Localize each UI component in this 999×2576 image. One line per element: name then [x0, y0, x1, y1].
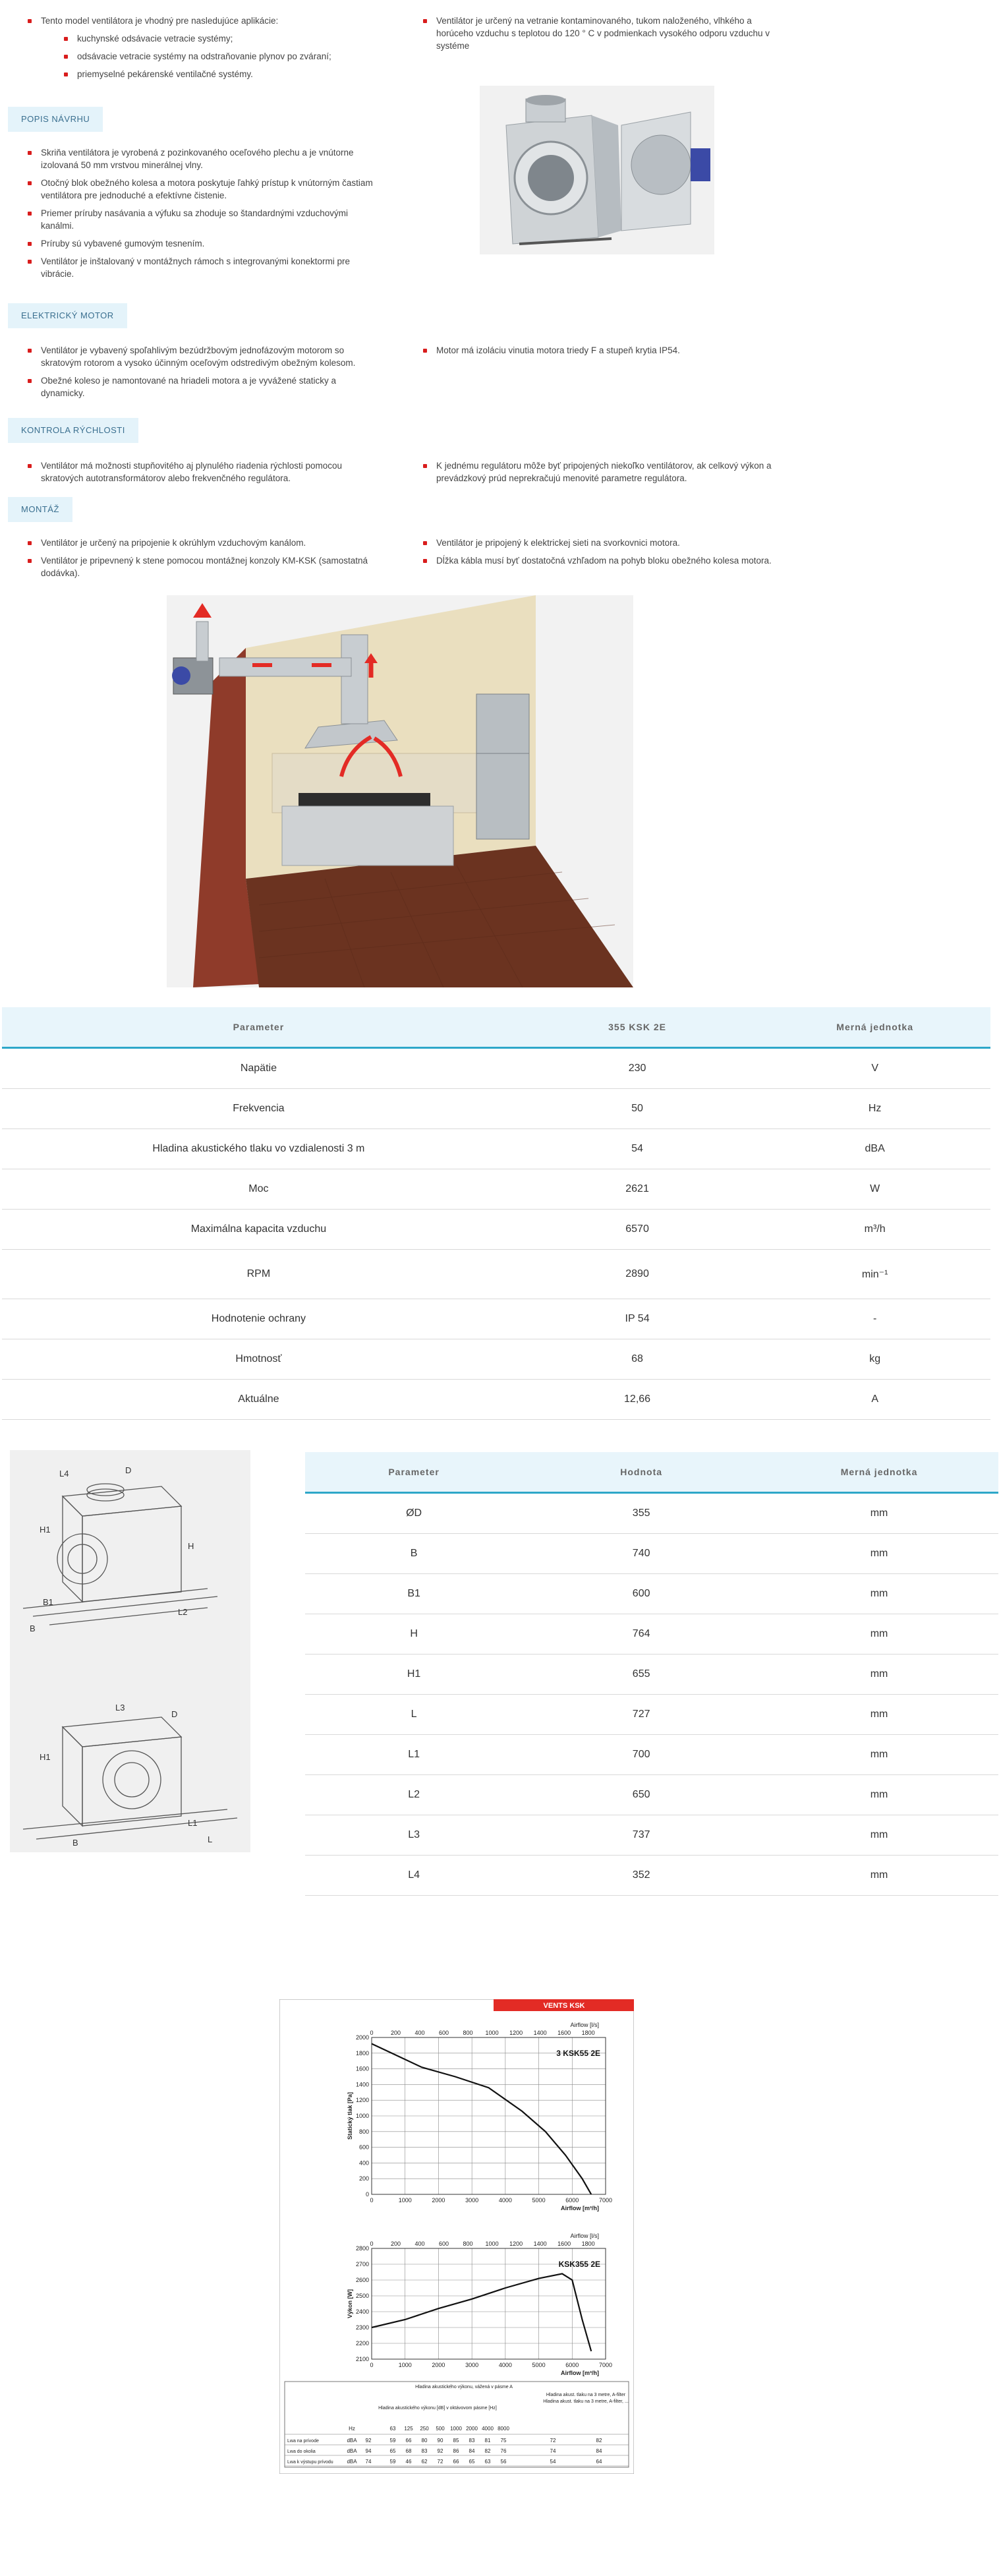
top-tick-label: 1200 [509, 2240, 523, 2247]
table-row [305, 1775, 998, 1815]
x-tick-label: 4000 [498, 2197, 512, 2204]
dim-param: L [305, 1695, 523, 1735]
dim-value: 727 [523, 1695, 760, 1735]
noise-value: 75 [500, 2438, 507, 2444]
dim-value: 764 [523, 1614, 760, 1654]
dim-header-parameter: Parameter [305, 1452, 523, 1493]
noise-value: 54 [550, 2459, 556, 2465]
top-tick-label: 800 [463, 2240, 473, 2247]
noise-value: 92 [437, 2448, 443, 2454]
mounting-right-list [422, 537, 804, 572]
noise-row-unit: dBA [347, 2459, 357, 2465]
dim-unit: mm [760, 1654, 998, 1695]
description-item: Otočný blok obežného kolesa a motora poskytuje ľahký prístup k vnútorným častiam ventilátora pre jednoduché a efektívne čistenie. [26, 177, 382, 202]
noise-header: Hladina akustického výkonu, vážená v pásme A [415, 2385, 513, 2389]
spec-param: Maximálna kapacita vzduchu [2, 1210, 515, 1250]
dim-value: 355 [523, 1493, 760, 1534]
noise-value: 65 [389, 2448, 396, 2454]
description-item: Ventilátor je inštalovaný v montážnych rámoch s integrovanými konektormi pre vibrácie. [26, 255, 382, 280]
dim-value: 737 [523, 1815, 760, 1856]
dim-label: D [171, 1709, 178, 1719]
dim-label: L2 [178, 1607, 188, 1617]
intro-text: Tento model ventilátora je vhodný pre nasledujúce aplikácie: [26, 15, 382, 27]
spec-unit: W [759, 1169, 990, 1210]
dim-label: D [125, 1465, 132, 1475]
top-tick-label: 1600 [557, 2030, 571, 2036]
dim-header-value: Hodnota [523, 1452, 760, 1493]
motor-item: Ventilátor je vybavený spoľahlivým bezúdržbovým jednofázovým motorom so skratovým rotorom a vysoko účinným oceľovým odstredivým obežným kolesom. [26, 344, 382, 369]
section-title-mounting: MONTÁŽ [8, 497, 72, 522]
dim-unit: mm [760, 1574, 998, 1614]
motor-item: Obežné koleso je namontované na hriadeli motora a je vyvážené staticky a dynamicky. [26, 374, 382, 399]
dim-value: 650 [523, 1775, 760, 1815]
top-tick-label: 1400 [533, 2030, 547, 2036]
y-tick-label: 1800 [355, 2049, 369, 2057]
dim-label: L3 [115, 1703, 125, 1712]
y-tick-label: 0 [365, 2191, 369, 2198]
table-row [2, 1089, 990, 1129]
dim-label: H [188, 1541, 194, 1551]
y-tick-label: 1200 [355, 2097, 369, 2104]
dim-unit: mm [760, 1493, 998, 1534]
top-tick-label: 200 [390, 2030, 401, 2036]
y-tick-label: 800 [358, 2128, 369, 2135]
noise-value: 82 [484, 2448, 491, 2454]
top-tick-label: 1000 [485, 2030, 499, 2036]
section-title-description: POPIS NÁVRHU [8, 107, 103, 132]
noise-header: Hladina akustického výkonu [dB] v oktávovom pásme [Hz] [378, 2406, 497, 2411]
y-tick-label: 2400 [355, 2308, 369, 2315]
freq-label: 125 [404, 2426, 413, 2432]
dim-value: 655 [523, 1654, 760, 1695]
spec-header-unit: Merná jednotka [759, 1007, 990, 1048]
dim-label: L4 [59, 1469, 69, 1478]
y-tick-label: 2800 [355, 2245, 369, 2252]
y-tick-label: 2200 [355, 2340, 369, 2347]
dimension-drawing [10, 1450, 250, 1852]
noise-header: Hladina akust. tlaku na 3 metre, A-filter [546, 2393, 626, 2397]
x-tick-label: 2000 [432, 2197, 445, 2204]
spec-param: Aktuálne [2, 1380, 515, 1420]
dim-unit: mm [760, 1614, 998, 1654]
noise-value: 94 [365, 2448, 372, 2454]
freq-label: 63 [389, 2426, 396, 2432]
usage-text: Ventilátor je určený na vetranie kontaminovaného, tukom naloženého, vlhkého a horúceho vzduchu s teplotou do 120 ° C v podmienkach vysokého odporu vzduchu v systéme [422, 15, 791, 52]
spec-value: 68 [515, 1339, 759, 1380]
spec-value: 2621 [515, 1169, 759, 1210]
x-tick-label: 4000 [498, 2362, 512, 2368]
top-axis-label: Airflow [l/s] [570, 2022, 599, 2028]
dim-unit: mm [760, 1856, 998, 1896]
spec-param: Frekvencia [2, 1089, 515, 1129]
dim-param: H [305, 1614, 523, 1654]
table-row [305, 1614, 998, 1654]
spec-header-value: 355 KSK 2E [515, 1007, 759, 1048]
noise-value: 72 [437, 2459, 443, 2465]
x-tick-label: 3000 [465, 2362, 479, 2368]
spec-unit: V [759, 1048, 990, 1089]
noise-hz-label: Hz [349, 2426, 355, 2432]
dim-param: L4 [305, 1856, 523, 1896]
dim-label: L1 [188, 1818, 198, 1828]
dim-value: 740 [523, 1534, 760, 1574]
top-tick-label: 1200 [509, 2030, 523, 2036]
y-tick-label: 2100 [355, 2356, 369, 2362]
model-label: KSK355 2E [558, 2260, 600, 2269]
x-tick-label: 1000 [398, 2197, 412, 2204]
mounting-item: Dĺžka kábla musí byť dostatočná vzhľadom na pohyb bloku obežného kolesa motora. [422, 554, 804, 567]
speed-left-list [26, 459, 382, 490]
top-tick-label: 1800 [581, 2240, 595, 2247]
application-item: kuchynské odsávacie vetracie systémy; [63, 32, 382, 45]
dim-label: B [72, 1838, 78, 1848]
noise-value: 56 [500, 2459, 507, 2465]
noise-value: 74 [365, 2459, 372, 2465]
spec-value: 230 [515, 1048, 759, 1089]
dim-header-unit: Merná jednotka [760, 1452, 998, 1493]
model-label: 3 KSK55 2E [556, 2049, 600, 2058]
table-row [2, 1250, 990, 1299]
x-tick-label: 2000 [432, 2362, 445, 2368]
table-row [305, 1856, 998, 1896]
spec-value: 50 [515, 1089, 759, 1129]
table-row [2, 1210, 990, 1250]
top-tick-label: 600 [439, 2030, 449, 2036]
table-row [2, 1339, 990, 1380]
y-tick-label: 2300 [355, 2324, 369, 2331]
dim-param: B [305, 1534, 523, 1574]
spec-table [2, 1007, 990, 1420]
performance-curve-sheet [279, 1999, 634, 2474]
section-title-speed: KONTROLA RÝCHLOSTI [8, 418, 138, 443]
y-tick-label: 1000 [355, 2113, 369, 2119]
y-axis-label: Statický tlak [Pa] [347, 2092, 353, 2140]
application-item: odsávacie vetracie systémy na odstraňovanie plynov po zváraní; [63, 50, 382, 63]
x-tick-label: 1000 [398, 2362, 412, 2368]
y-tick-label: 400 [358, 2159, 369, 2167]
x-tick-label: 0 [370, 2197, 374, 2204]
dim-table-header [305, 1452, 998, 1493]
noise-value: 81 [484, 2438, 491, 2444]
noise-value: 64 [596, 2459, 602, 2465]
x-tick-label: 6000 [565, 2197, 579, 2204]
freq-label: 2000 [466, 2426, 478, 2432]
noise-row-name: Lwa k výstupu prívodu [287, 2460, 333, 2465]
noise-row-name: Lwa na prívode [287, 2439, 319, 2444]
y-tick-label: 600 [358, 2144, 369, 2151]
mounting-left-list [26, 537, 395, 585]
noise-row-name: Lwa do okolia [287, 2449, 316, 2454]
noise-value: 46 [405, 2459, 412, 2465]
dim-param: L3 [305, 1815, 523, 1856]
dim-label: H1 [40, 1525, 51, 1535]
description-list [26, 146, 382, 285]
spec-unit: - [759, 1299, 990, 1339]
dim-value: 600 [523, 1574, 760, 1614]
freq-label: 8000 [498, 2426, 509, 2432]
noise-value: 66 [453, 2459, 459, 2465]
noise-value: 72 [550, 2438, 556, 2444]
noise-value: 66 [405, 2438, 412, 2444]
table-row [305, 1735, 998, 1775]
spec-param: Hodnotenie ochrany [2, 1299, 515, 1339]
spec-value: IP 54 [515, 1299, 759, 1339]
applications-block [26, 15, 382, 86]
noise-value: 59 [389, 2459, 396, 2465]
dim-param: H1 [305, 1654, 523, 1695]
top-tick-label: 600 [439, 2240, 449, 2247]
spec-unit: A [759, 1380, 990, 1420]
dim-unit: mm [760, 1775, 998, 1815]
spec-value: 54 [515, 1129, 759, 1169]
noise-row-unit: dBA [347, 2448, 357, 2454]
noise-header: Hladina akust. tlaku na 3 metre, A-filter, ... [543, 2399, 629, 2404]
top-tick-label: 800 [463, 2030, 473, 2036]
spec-unit: m³/h [759, 1210, 990, 1250]
freq-label: 500 [436, 2426, 445, 2432]
top-tick-label: 0 [370, 2030, 374, 2036]
application-item: priemyselné pekárenské ventilačné systémy. [63, 68, 382, 80]
table-row [2, 1169, 990, 1210]
y-axis-label: Výkon [W] [347, 2289, 353, 2318]
spec-param: RPM [2, 1250, 515, 1299]
spec-param: Moc [2, 1169, 515, 1210]
freq-label: 250 [420, 2426, 429, 2432]
spec-unit: dBA [759, 1129, 990, 1169]
table-row [305, 1815, 998, 1856]
spec-param: Napätie [2, 1048, 515, 1089]
description-item: Priemer príruby nasávania a výfuku sa zhoduje so štandardnými vzduchovými kanálmi. [26, 207, 382, 232]
dim-param: B1 [305, 1574, 523, 1614]
y-tick-label: 2000 [355, 2034, 369, 2041]
noise-value: 84 [596, 2448, 602, 2454]
top-tick-label: 400 [414, 2240, 425, 2247]
top-tick-label: 200 [390, 2240, 401, 2247]
speed-item: Ventilátor má možnosti stupňovitého aj plynulého riadenia rýchlosti pomocou skratových autotransformátorov alebo frekvenčného regulátora. [26, 459, 382, 484]
y-tick-label: 2600 [355, 2277, 369, 2283]
noise-value: 83 [469, 2438, 475, 2444]
x-tick-label: 3000 [465, 2197, 479, 2204]
section-title-motor: ELEKTRICKÝ MOTOR [8, 303, 127, 328]
description-item: Skriňa ventilátora je vyrobená z pozinkovaného oceľového plechu a je vnútorne izolovaná 50 mm vrstvou minerálnej vlny. [26, 146, 382, 171]
dim-label: L [208, 1834, 213, 1844]
usage-block [422, 15, 791, 57]
motor-left-list [26, 344, 382, 405]
noise-value: 68 [405, 2448, 412, 2454]
noise-value: 92 [365, 2438, 372, 2444]
spec-value: 2890 [515, 1250, 759, 1299]
dim-param: ØD [305, 1493, 523, 1534]
y-tick-label: 2500 [355, 2293, 369, 2299]
spec-header-parameter: Parameter [2, 1007, 515, 1048]
table-row [305, 1574, 998, 1614]
y-tick-label: 1400 [355, 2081, 369, 2088]
bottom-axis-label: Airflow [m³/h] [561, 2205, 599, 2211]
kitchen-installation-image [167, 595, 633, 987]
dim-unit: mm [760, 1695, 998, 1735]
mounting-item: Ventilátor je pripevnený k stene pomocou montážnej konzoly KM-KSK (samostatná dodávka). [26, 554, 395, 579]
spec-table-header [2, 1007, 990, 1048]
y-tick-label: 2700 [355, 2261, 369, 2268]
y-tick-label: 200 [358, 2175, 369, 2182]
mounting-item: Ventilátor je určený na pripojenie k okrúhlym vzduchovým kanálom. [26, 537, 395, 549]
noise-value: 85 [453, 2438, 459, 2444]
noise-value: 59 [389, 2438, 396, 2444]
table-row [2, 1299, 990, 1339]
noise-value: 83 [421, 2448, 428, 2454]
speed-right-list [422, 459, 804, 490]
x-tick-label: 7000 [598, 2197, 613, 2204]
dim-unit: mm [760, 1534, 998, 1574]
x-tick-label: 6000 [565, 2362, 579, 2368]
x-tick-label: 0 [370, 2362, 374, 2368]
x-tick-label: 7000 [598, 2362, 613, 2368]
noise-value: 82 [596, 2438, 602, 2444]
table-row [305, 1493, 998, 1534]
dimension-table [305, 1452, 998, 1896]
table-row [305, 1534, 998, 1574]
noise-value: 65 [469, 2459, 475, 2465]
top-tick-label: 1600 [557, 2240, 571, 2247]
dim-value: 700 [523, 1735, 760, 1775]
y-tick-label: 1600 [355, 2065, 369, 2072]
top-tick-label: 0 [370, 2240, 374, 2247]
spec-value: 12,66 [515, 1380, 759, 1420]
spec-unit: min⁻¹ [759, 1250, 990, 1299]
dim-param: L2 [305, 1775, 523, 1815]
top-tick-label: 1400 [533, 2240, 547, 2247]
dim-param: L1 [305, 1735, 523, 1775]
dim-value: 352 [523, 1856, 760, 1896]
brand-label: VENTS KSK [543, 2002, 585, 2010]
x-tick-label: 5000 [532, 2362, 546, 2368]
dim-label: H1 [40, 1752, 51, 1762]
description-item: Príruby sú vybavené gumovým tesnením. [26, 237, 382, 250]
table-row [2, 1129, 990, 1169]
dim-unit: mm [760, 1815, 998, 1856]
noise-value: 90 [437, 2438, 443, 2444]
x-tick-label: 5000 [532, 2197, 546, 2204]
bottom-axis-label: Airflow [m³/h] [561, 2370, 599, 2376]
motor-item: Motor má izoláciu vinutia motora triedy F a stupeň krytia IP54. [422, 344, 791, 357]
dim-label: B1 [43, 1597, 53, 1607]
noise-value: 62 [421, 2459, 428, 2465]
mounting-item: Ventilátor je pripojený k elektrickej sieti na svorkovnici motora. [422, 537, 804, 549]
table-row [2, 1048, 990, 1089]
table-row [305, 1654, 998, 1695]
spec-value: 6570 [515, 1210, 759, 1250]
top-tick-label: 1800 [581, 2030, 595, 2036]
spec-param: Hmotnosť [2, 1339, 515, 1380]
noise-value: 80 [421, 2438, 428, 2444]
noise-value: 86 [453, 2448, 459, 2454]
top-tick-label: 400 [414, 2030, 425, 2036]
dim-label: B [30, 1624, 36, 1633]
fan-product-image [480, 86, 714, 254]
table-row [305, 1695, 998, 1735]
spec-unit: kg [759, 1339, 990, 1380]
top-axis-label: Airflow [l/s] [570, 2233, 599, 2239]
noise-value: 74 [550, 2448, 556, 2454]
motor-right-list [422, 344, 791, 362]
dim-unit: mm [760, 1735, 998, 1775]
spec-param: Hladina akustického tlaku vo vzdialenosti 3 m [2, 1129, 515, 1169]
speed-item: K jednému regulátoru môže byť pripojených niekoľko ventilátorov, ak celkový výkon a prevádzkový prúd neprekračujú menovité parametre regulátora. [422, 459, 804, 484]
noise-value: 63 [484, 2459, 491, 2465]
top-tick-label: 1000 [485, 2240, 499, 2247]
freq-label: 1000 [450, 2426, 462, 2432]
noise-row-unit: dBA [347, 2438, 357, 2444]
table-row [2, 1380, 990, 1420]
noise-value: 76 [500, 2448, 507, 2454]
spec-unit: Hz [759, 1089, 990, 1129]
freq-label: 4000 [482, 2426, 494, 2432]
noise-value: 84 [469, 2448, 475, 2454]
